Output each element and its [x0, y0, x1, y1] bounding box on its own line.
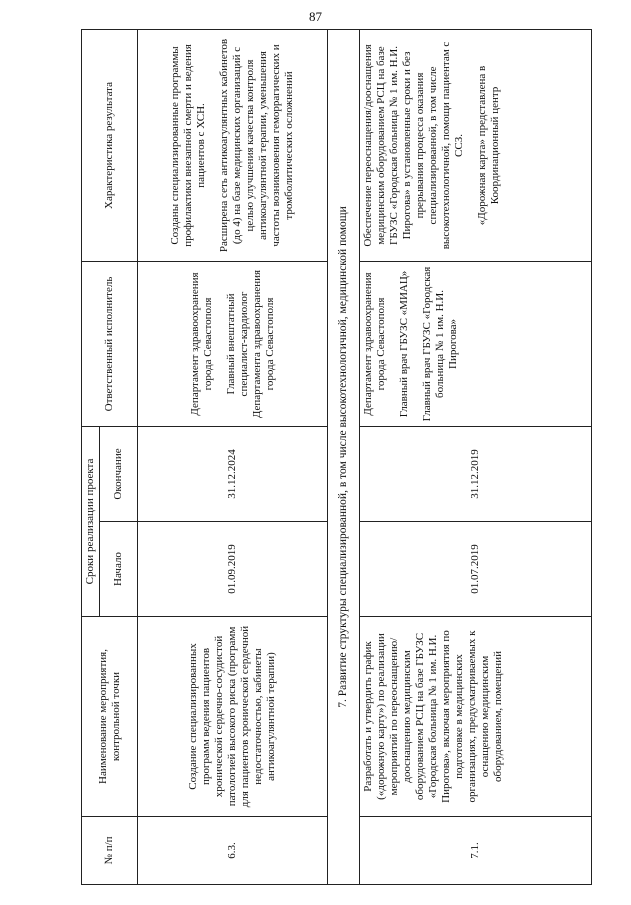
row-number: 6.3. [138, 817, 328, 885]
table-row [360, 29, 592, 884]
section-row [328, 29, 360, 884]
end-date: 31.12.2024 [138, 426, 328, 521]
header-row [82, 29, 100, 884]
start-date: 01.09.2019 [138, 522, 328, 617]
result-paragraph: «Дорожная карта» представлена в Координационный центр [476, 65, 501, 226]
rotated-table-page [81, 30, 591, 885]
row-number: 7.1. [360, 817, 592, 885]
result-cell [360, 29, 592, 261]
result-cell [138, 29, 328, 261]
responsible-line: Главный врач ГБУЗС «Городская больница № 1 им. Н.И. Пирогова» [421, 266, 459, 422]
header-period: Сроки реализации проекта [82, 426, 100, 616]
table-row [138, 29, 328, 884]
header-start: Начало [100, 522, 138, 617]
section-title: 7. Развитие структуры специализированной, в том числе высокотехнологичной, медицинской помощи [328, 29, 360, 884]
header-result: Характеристика результата [82, 29, 138, 261]
responsible-line: Департамент здравоохранения города Севастополя [188, 272, 214, 416]
activity-name: Создание специализированных программ ведения пациентов хронической сердечно-сосудистой патологией высокого риска (программ для пациентов хронической сердечной недостаточностью, кабинеты антикоагулянтной терапии) [138, 617, 328, 817]
header-responsible: Ответственный исполнитель [82, 261, 138, 426]
result-paragraph: Созданы специализированные программы профилактики внезапной смерти и ведения пациентов с ХСН. [169, 44, 207, 247]
responsible-cell [138, 261, 328, 426]
responsible-line: Главный врач ГБУЗС «МИАЦ» [398, 270, 410, 418]
end-date: 31.12.2019 [360, 426, 592, 521]
result-paragraph: Обеспечение переоснащения/дооснащения медицинским оборудованием РСЦ на базе ГБУЗС «Городская больница № 1 им. Н.И. Пирогова» в установленные сроки и без прерывания процесса оказания специализированной, в том числе высокотехнологичной, помощи пациентам с ССЗ. [362, 41, 465, 250]
result-paragraph: Расширена сеть антикоагулянтных кабинетов (до 4) на базе медицинских организаций с целью улучшения качества контроля антикоагулянтной терапии, уменьшения частоты возникновения геморрагических и тромболитических осложнений [218, 38, 295, 253]
responsible-cell [360, 261, 592, 426]
activity-name: Разработать и утвердить график («дорожную карту») по реализации мероприятий по переоснащению/дооснащению медицинским оборудованием РСЦ на базе ГБУЗС «Городская больница № 1 им. Н.И. Пирогова», включая мероприятия по подготовке в медицинских организациях, предусматриваемых к оснащению медицинским оборудованием, помещений [360, 617, 592, 817]
header-name: Наименование мероприятия, контрольной точки [82, 617, 138, 817]
responsible-line: Департамент здравоохранения города Севастополя [362, 272, 387, 416]
responsible-line: Главный внештатный специалист-кардиолог Департамента здравоохранения города Севастополя [224, 269, 276, 419]
page-number: 87 [309, 9, 322, 24]
start-date: 01.07.2019 [360, 522, 592, 617]
activities-table [81, 29, 592, 885]
header-end: Окончание [100, 426, 138, 521]
header-num: № п/п [82, 817, 138, 885]
